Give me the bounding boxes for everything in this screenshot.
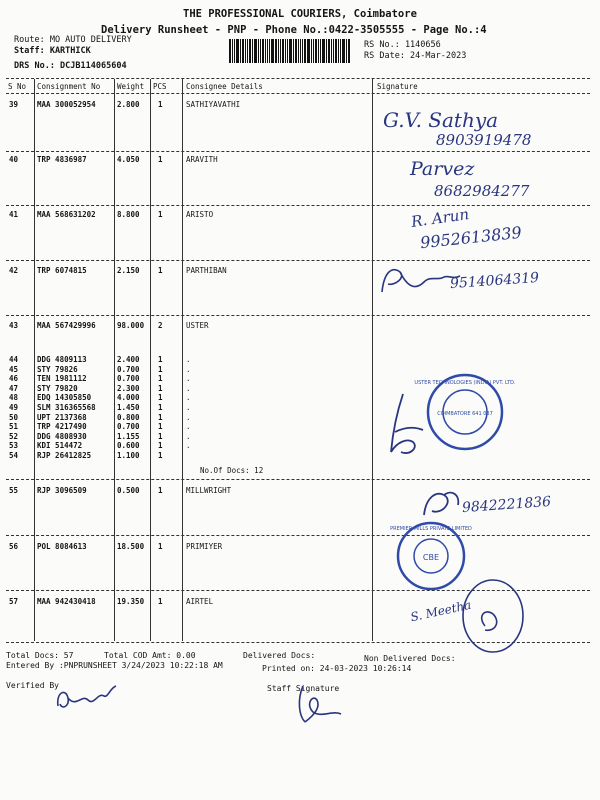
barcode-bar [247, 39, 248, 63]
barcode-bar [252, 39, 253, 63]
rule [6, 479, 590, 480]
uster-stamp [414, 372, 516, 452]
barcode-bar [240, 39, 241, 63]
rs-date: RS Date: 24-Mar-2023 [364, 51, 467, 61]
barcode-bar [304, 39, 306, 63]
row-pcs: 1 [158, 486, 163, 495]
row-consignment: TRP 6074815 [37, 266, 87, 275]
row-consignment: RJP 26412825 [37, 451, 92, 460]
barcode-bar [322, 39, 325, 63]
barcode-bar [271, 39, 274, 63]
row-sno: 46 [9, 374, 19, 384]
phone-row-55: 9842221836 [461, 493, 552, 517]
company-title: THE PROFESSIONAL COURIERS, Coimbatore [183, 8, 417, 20]
row-consignee: AIRTEL [186, 597, 214, 606]
row-pcs: 1 [158, 155, 163, 164]
row-pcs: 1 [158, 403, 163, 412]
column-divider [114, 79, 115, 641]
row-sno: 43 [9, 321, 19, 330]
rule [6, 205, 590, 206]
barcode-bar [338, 39, 339, 63]
row-pcs: 1 [158, 597, 163, 606]
drs-number: DRS No.: DCJB114065604 [14, 61, 127, 71]
row-weight: 0.500 [117, 486, 140, 495]
barcode-bar [234, 39, 235, 63]
row-sno: 39 [9, 100, 19, 109]
column-divider [34, 79, 35, 641]
barcode-bar [333, 39, 334, 63]
row-pcs: 1 [158, 393, 163, 403]
barcode-bar [348, 39, 350, 63]
row-consignment: TRP 4836987 [37, 155, 87, 164]
row-sno: 54 [9, 451, 19, 460]
barcode-bar [315, 39, 317, 63]
uster-stamp-center: COIMBATORE 641 037 [437, 411, 493, 417]
row-dot: . [186, 393, 191, 403]
barcode-bar [342, 39, 345, 63]
row-pcs: 1 [158, 431, 163, 441]
row-dot: . [186, 383, 191, 393]
barcode-bar [265, 39, 266, 63]
staff-label: Staff: KARTHICK [14, 46, 91, 56]
total-cod: Total COD Amt: 0.00 [104, 651, 196, 660]
row-weight: 2.300 [117, 383, 140, 393]
row-consignee: PARTHIBAN [186, 266, 227, 275]
row-pcs: 1 [158, 542, 163, 551]
non-delivered-docs: Non Delivered Docs: [364, 654, 456, 663]
column-divider [150, 79, 151, 641]
route-label: Route: MO AUTO DELIVERY [14, 35, 132, 45]
barcode-bar [242, 39, 244, 63]
barcode-bar [267, 39, 268, 63]
row-sno: 53 [9, 441, 19, 451]
row-weight: 1.100 [117, 451, 140, 460]
rule [6, 93, 590, 94]
row-sno: 57 [9, 597, 19, 606]
barcode-bar [285, 39, 286, 63]
row-dot: . [186, 403, 191, 412]
no-of-docs: No.Of Docs: 12 [200, 466, 264, 475]
barcode-bar [300, 39, 301, 63]
barcode-bar [328, 39, 330, 63]
row-consignee: USTER [186, 321, 209, 330]
row-consignment: POL 8084613 [37, 542, 87, 551]
row-weight: 0.700 [117, 374, 140, 384]
row-sno: 47 [9, 383, 19, 393]
row-consignment: MAA 942430418 [37, 597, 96, 606]
row-pcs: 1 [158, 266, 163, 275]
row-consignment: SLM 316365568 [37, 403, 96, 412]
row-pcs: 1 [158, 210, 163, 219]
signature-circle [455, 572, 527, 656]
row-pcs: 1 [158, 355, 163, 364]
row-sno: 49 [9, 403, 19, 412]
row-weight: 4.050 [117, 155, 140, 164]
entered-by: Entered By :PNPRUNSHEET 3/24/2023 10:22:18 AM [6, 661, 223, 670]
barcode-bar [245, 39, 246, 63]
row-dot: . [186, 374, 191, 384]
barcode-bar [313, 39, 314, 63]
barcode-bar [260, 39, 261, 63]
barcode-bar [318, 39, 319, 63]
row-dot: . [186, 422, 191, 432]
barcode-bar [346, 39, 347, 63]
row-consignee: PRIMIYER [186, 542, 223, 551]
row-sno: 45 [9, 364, 19, 374]
col-weight: Weight [117, 82, 145, 91]
barcode-bar [287, 39, 288, 63]
row-consignment: MAA 568631202 [37, 210, 96, 219]
phone-row-39: 8903919478 [436, 131, 532, 149]
col-sno: S No [8, 82, 27, 91]
row-consignee: SATHIYAVATHI [186, 100, 241, 109]
row-consignment: RJP 3096509 [37, 486, 87, 495]
row-weight: 1.450 [117, 403, 140, 412]
row-consignment: EDQ 14305850 [37, 393, 92, 403]
row-weight: 1.155 [117, 431, 140, 441]
column-divider [372, 79, 373, 641]
rs-number: RS No.: 1140656 [364, 40, 441, 50]
row-dot: . [186, 441, 191, 451]
rule [6, 151, 590, 152]
row-sno: 41 [9, 210, 19, 219]
row-weight: 0.800 [117, 412, 140, 422]
row-sno: 55 [9, 486, 19, 495]
row-consignment: DDG 4809113 [37, 355, 87, 364]
premier-stamp-center: CBE [422, 553, 440, 562]
phone-row-42: 9514064319 [449, 269, 540, 293]
barcode-bar [340, 39, 341, 63]
rule [6, 78, 590, 79]
row-consignment: TEN 1981112 [37, 374, 87, 384]
signature-row-43 [383, 392, 428, 462]
printed-on: Printed on: 24-03-2023 10:26:14 [262, 664, 412, 673]
row-sno: 56 [9, 542, 19, 551]
row-consignment: STY 79826 [37, 364, 78, 374]
row-consignment: DDG 4808930 [37, 431, 87, 441]
staff-signature-label: Staff Signature [267, 684, 340, 693]
signature-row-55 [418, 485, 468, 525]
barcode-bar [280, 39, 281, 63]
row-dot: . [186, 431, 191, 441]
col-consignment: Consignment No [37, 82, 101, 91]
row-weight: 2.150 [117, 266, 140, 275]
barcode-bar [302, 39, 303, 63]
phone-row-41: 9952613839 [419, 222, 523, 253]
phone-row-40: 8682984277 [434, 182, 530, 200]
row-dot: . [186, 412, 191, 422]
row-weight: 18.500 [117, 542, 145, 551]
row-weight: 0.600 [117, 441, 140, 451]
column-divider [182, 79, 183, 641]
row-sno: 44 [9, 355, 19, 364]
row-weight: 4.000 [117, 393, 140, 403]
signature-row-40: Parvez [410, 158, 475, 180]
row-weight: 2.400 [117, 355, 140, 364]
barcode-bar [269, 39, 270, 63]
rule [6, 315, 590, 316]
row-consignee: ARISTO [186, 210, 214, 219]
row-sno: 50 [9, 412, 19, 422]
barcode-bar [298, 39, 299, 63]
total-docs: Total Docs: 57 [6, 651, 74, 660]
barcode-bar [262, 39, 264, 63]
row-consignment: KDI 514472 [37, 441, 83, 451]
barcode-bar [275, 39, 277, 63]
rule [6, 260, 590, 261]
barcode-bar [278, 39, 279, 63]
row-pcs: 1 [158, 422, 163, 432]
barcode-bar [326, 39, 327, 63]
barcode-bar [229, 39, 231, 63]
col-signature: Signature [377, 82, 418, 91]
row-pcs: 1 [158, 374, 163, 384]
signature-row-41: R. Arun [410, 205, 471, 231]
barcode-bar [293, 39, 294, 63]
row-consignment: STY 79820 [37, 383, 78, 393]
barcode-bar [232, 39, 233, 63]
row-weight: 2.800 [117, 100, 140, 109]
signature-row-39: G.V. Sathya [383, 108, 499, 132]
row-sno: 51 [9, 422, 19, 432]
verified-by-label: Verified By [6, 681, 59, 690]
row-weight: 19.350 [117, 597, 145, 606]
barcode [229, 39, 357, 63]
row-pcs: 1 [158, 451, 163, 460]
row-consignment: TRP 4217490 [37, 422, 87, 432]
col-pcs: PCS [153, 82, 167, 91]
row-consignment: UPT 2137368 [37, 412, 87, 422]
barcode-bar [289, 39, 292, 63]
barcode-bar [282, 39, 284, 63]
row-sno: 52 [9, 431, 19, 441]
rule [6, 535, 590, 536]
row-weight: 0.700 [117, 422, 140, 432]
barcode-bar [254, 39, 257, 63]
premier-stamp-ring: PREMIER MILLS PRIVATE LIMITED [390, 526, 472, 532]
row-sno: 40 [9, 155, 19, 164]
row-sno: 42 [9, 266, 19, 275]
row-weight: 8.800 [117, 210, 140, 219]
row-pcs: 1 [158, 441, 163, 451]
row-sno: 48 [9, 393, 19, 403]
uster-stamp-ring: USTER TECHNOLOGIES (INDIA) PVT. LTD. [414, 380, 516, 386]
row-dot: . [186, 364, 191, 374]
row-pcs: 1 [158, 412, 163, 422]
row-pcs: 1 [158, 383, 163, 393]
signature-row-57: S. Meetha [409, 597, 473, 625]
row-pcs: 1 [158, 364, 163, 374]
barcode-bar [331, 39, 332, 63]
barcode-bar [335, 39, 337, 63]
barcode-bar [307, 39, 310, 63]
barcode-bar [249, 39, 251, 63]
verified-signature [52, 680, 122, 720]
row-dot: . [186, 355, 191, 364]
row-consignment: MAA 567429996 [37, 321, 96, 330]
barcode-bar [236, 39, 239, 63]
row-weight: 0.700 [117, 364, 140, 374]
row-weight: 98.000 [117, 321, 145, 330]
col-consignee: Consignee Details [186, 82, 263, 91]
barcode-bar [311, 39, 312, 63]
row-consignment: MAA 300052954 [37, 100, 96, 109]
barcode-bar [295, 39, 297, 63]
runsheet-title: Delivery Runsheet - PNP - Phone No.:0422-3505555 - Page No.:4 [101, 24, 487, 36]
row-consignee: MILLWRIGHT [186, 486, 232, 495]
row-pcs: 1 [158, 100, 163, 109]
row-consignee: ARAVITH [186, 155, 218, 164]
row-pcs: 2 [158, 321, 163, 330]
delivered-docs: Delivered Docs: [243, 651, 316, 660]
staff-signature [285, 680, 355, 730]
barcode-bar [320, 39, 321, 63]
barcode-bar [258, 39, 259, 63]
